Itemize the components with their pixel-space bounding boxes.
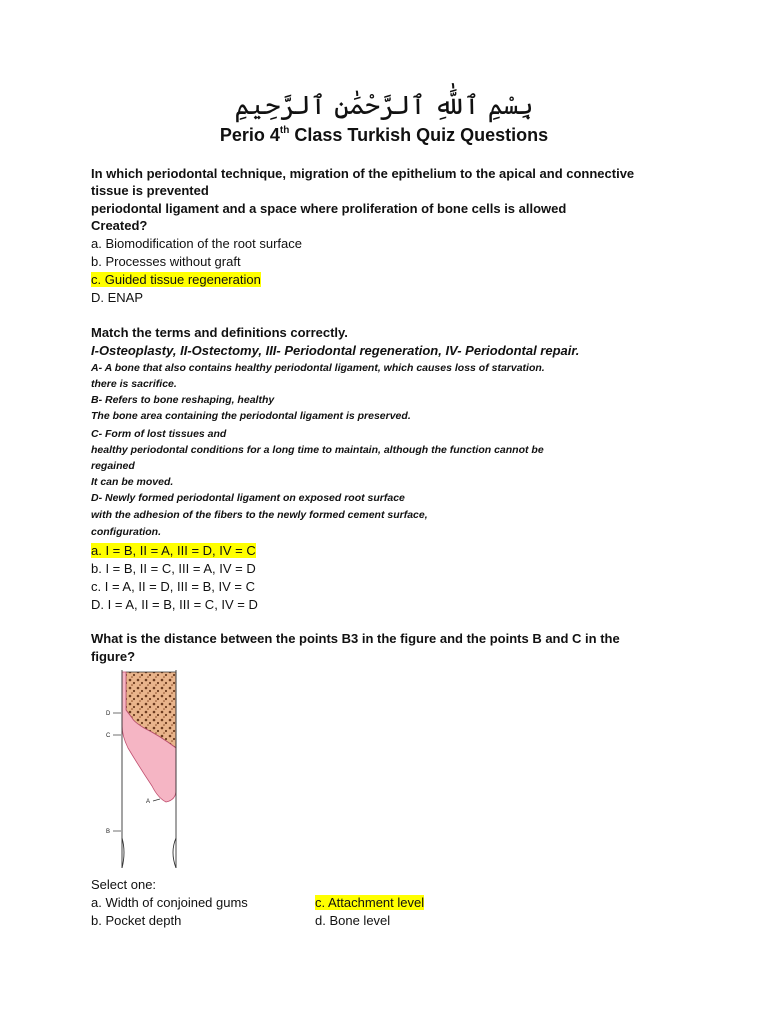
definition-line-6: healthy periodontal conditions for a long time to maintain, although the function cannot be [91,444,544,456]
definition-line-4: The bone area containing the periodontal ligament is preserved. [91,410,411,422]
q2-option-a [91,542,256,560]
periodontal-diagram [104,670,186,868]
q2-option-c: c. I = A, II = D, III = B, IV = C [91,579,256,594]
definition-line-8: It can be moved. [91,476,174,488]
arrow-a [153,799,160,801]
definition-line-5: C- Form of lost tissues and [91,428,227,440]
select-one-label: Select one: [91,877,157,892]
label-b: B [106,829,111,835]
definition-line-11: configuration. [91,526,161,538]
q2-option-b: b. I = B, II = C, III = A, IV = D [91,561,256,576]
q1-option-b: b. Processes without graft [91,254,241,269]
question-1-line-2: tissue is prevented [91,183,209,198]
definition-line-9: D- Newly formed periodontal ligament on exposed root surface [91,492,405,504]
question-2-text: Match the terms and definitions correctly. [91,325,348,340]
periodontal-diagram-svg [104,670,186,868]
q1-option-c-highlight: c. Guided tissue regeneration [91,272,261,287]
q1-option-d: D. ENAP [91,290,144,305]
question-1-line-3: periodontal ligament and a space where proliferation of bone cells is allowed [91,201,567,216]
question-2-terms: I-Osteoplasty, II-Ostectomy, III- Periodontal regeneration, IV- Periodontal repair. [91,343,580,358]
label-d: D [106,711,111,717]
q1-option-a: a. Biomodification of the root surface [91,236,303,251]
page-title [0,122,768,148]
q3-option-c [315,894,424,912]
title-prefix: Perio 4 [219,125,280,145]
q3-option-b: b. Pocket depth [91,913,182,928]
definition-line-3: B- Refers to bone reshaping, healthy [91,394,275,406]
title-superscript: th [279,125,290,136]
q2-option-d: D. I = A, II = B, III = C, IV = D [91,597,258,612]
definition-line-2: there is sacrifice. [91,378,177,390]
question-3-line-2: figure? [91,649,136,664]
title-suffix: Class Turkish Quiz Questions [289,125,549,145]
question-1-line-1: In which periodontal technique, migration of the epithelium to the apical and connective [91,166,635,181]
q3-option-c-highlight: c. Attachment level [315,895,425,910]
bismillah-header: بِسْمِ ٱللَّٰهِ ٱلرَّحْمَٰنِ ٱلرَّحِيمِ [234,91,534,121]
q1-option-c [91,271,261,289]
label-a: A [146,799,151,805]
question-3-line-1: What is the distance between the points B3 in the figure and the points B and C in the [91,631,620,646]
q3-option-d: d. Bone level [315,913,391,928]
definition-line-7: regained [91,460,135,472]
definition-line-1: A- A bone that also contains healthy periodontal ligament, which causes loss of starvation. [91,362,545,374]
definition-line-10: with the adhesion of the fibers to the newly formed cement surface, [91,509,428,521]
label-c: C [106,733,111,739]
question-1-line-4: Created? [91,218,148,233]
q2-option-a-highlight: a. I = B, II = A, III = D, IV = C [91,543,256,558]
q3-option-a: a. Width of conjoined gums [91,895,248,910]
